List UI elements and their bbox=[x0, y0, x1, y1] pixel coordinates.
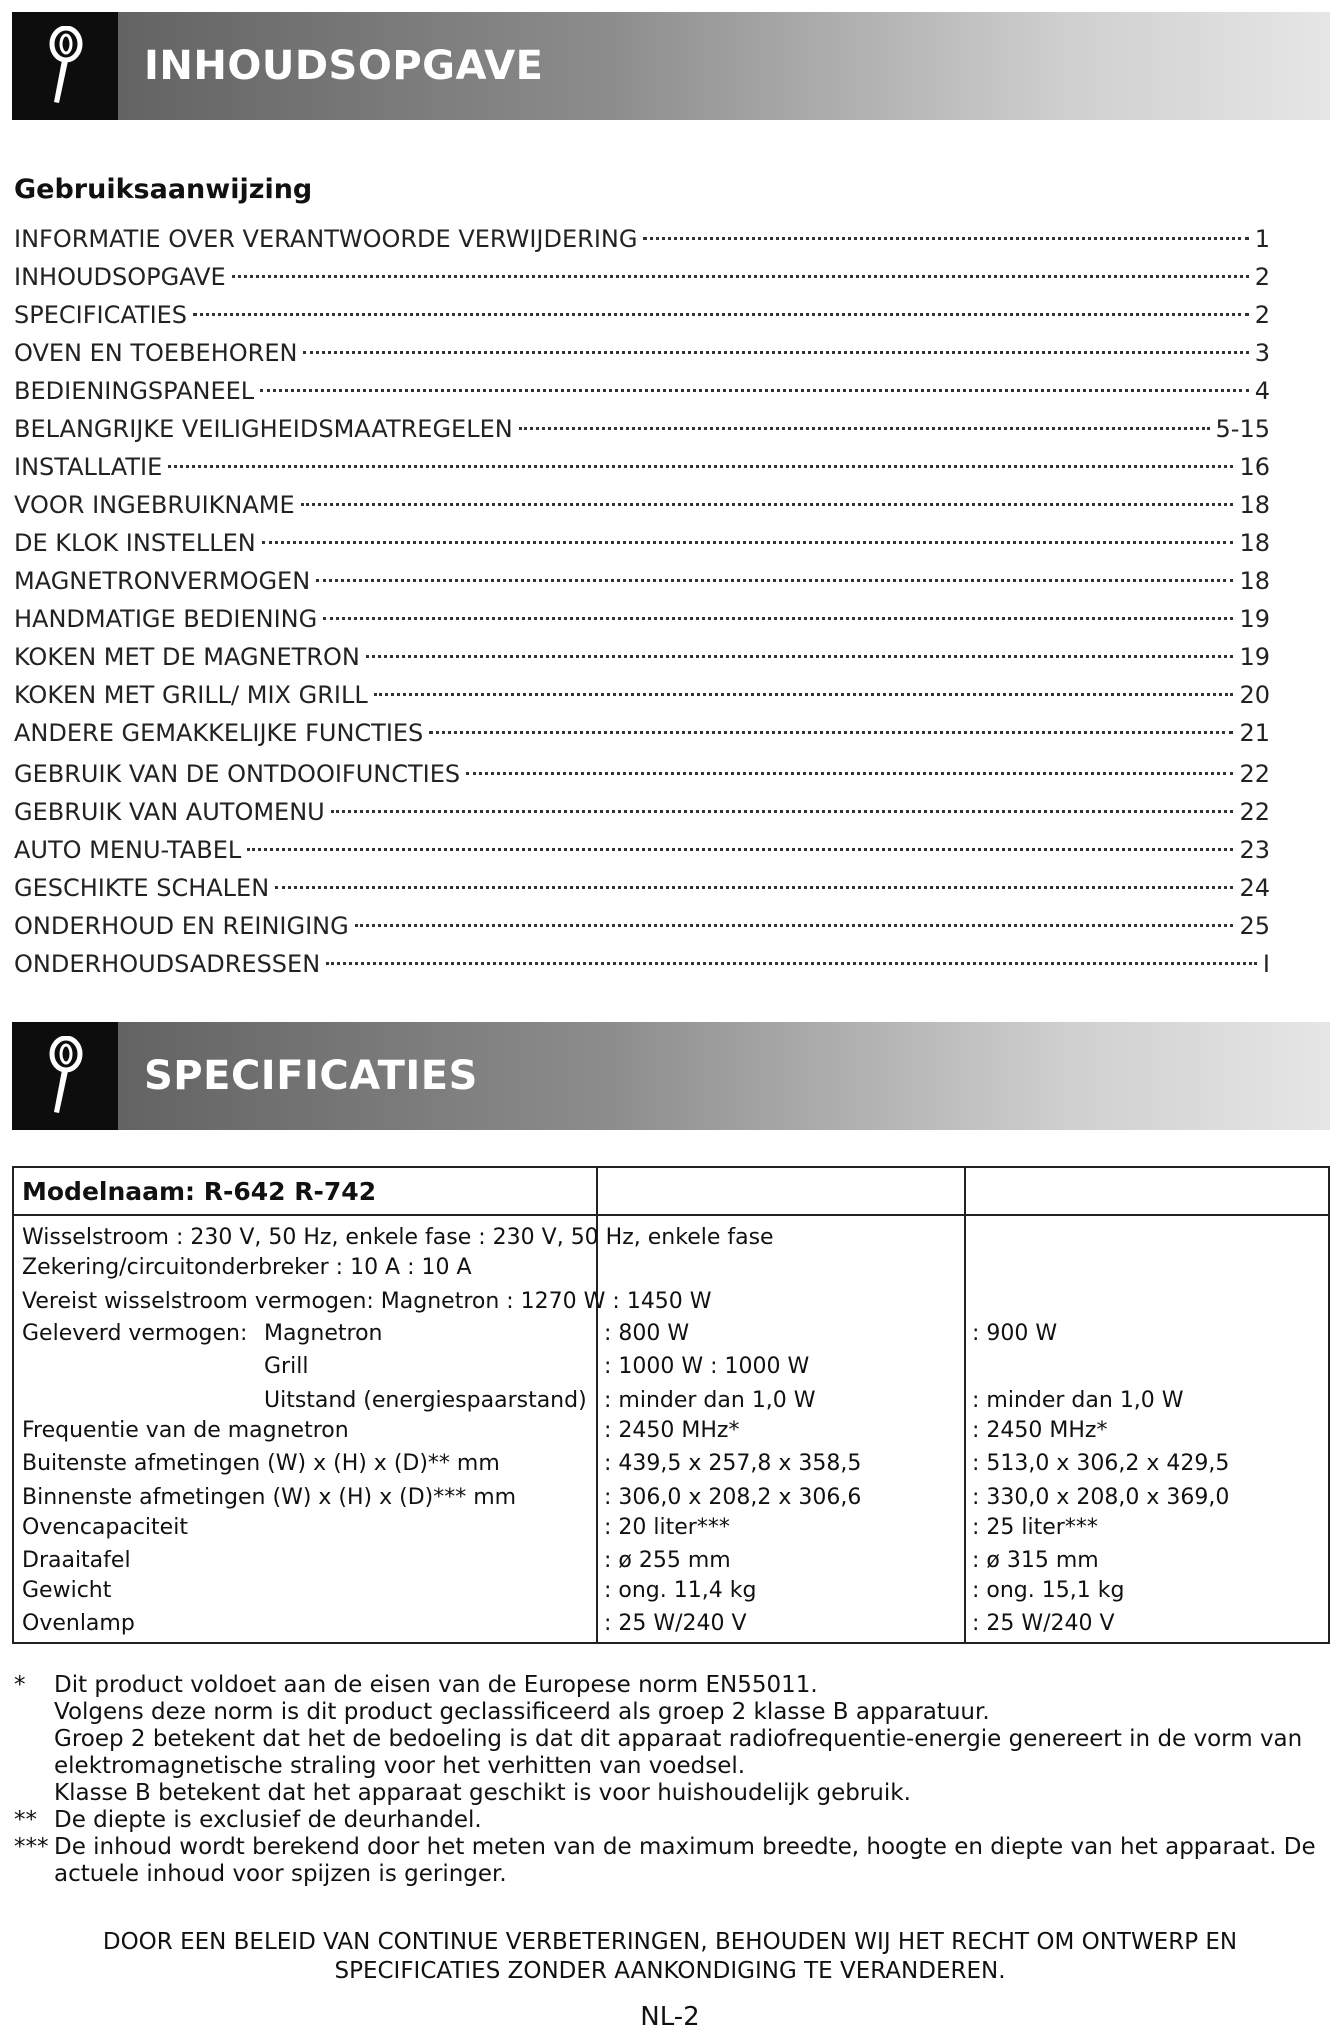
frequency-label: Frequentie van de magnetron bbox=[22, 1418, 349, 1443]
toc-entry[interactable]: BEDIENINGSPANEEL 4 bbox=[14, 377, 1270, 405]
required-power-line: Vereist wisselstroom vermogen: Magnetron : 1270 W : 1450 W bbox=[22, 1289, 712, 1314]
toc-entry[interactable]: INSTALLATIE 16 bbox=[14, 453, 1270, 481]
toc-banner bbox=[12, 12, 1330, 120]
toc-entry[interactable]: KOKEN MET DE MAGNETRON 19 bbox=[14, 643, 1270, 671]
weight-label: Gewicht bbox=[22, 1578, 112, 1603]
spec-title: SPECIFICATIES bbox=[144, 1053, 478, 1099]
weight-r642: : ong. 11,4 kg bbox=[604, 1578, 757, 1603]
lamp-r642: : 25 W/240 V bbox=[604, 1611, 747, 1636]
spec-banner bbox=[12, 1022, 1330, 1130]
output-grill-value: : 1000 W : 1000 W bbox=[604, 1354, 810, 1379]
outer-dims-r742: : 513,0 x 306,2 x 429,5 bbox=[972, 1451, 1230, 1476]
inner-dims-label: Binnenste afmetingen (W) x (H) x (D)*** mm bbox=[22, 1485, 517, 1510]
turntable-label: Draaitafel bbox=[22, 1548, 131, 1573]
toc-entry[interactable]: ONDERHOUDSADRESSEN I bbox=[14, 950, 1270, 978]
outer-dims-label: Buitenste afmetingen (W) x (H) x (D)** mm bbox=[22, 1451, 500, 1476]
capacity-r742: : 25 liter*** bbox=[972, 1515, 1098, 1540]
toc-entry[interactable]: GEBRUIK VAN DE ONTDOOIFUNCTIES 22 bbox=[14, 760, 1270, 788]
toc-entry[interactable]: GESCHIKTE SCHALEN 24 bbox=[14, 874, 1270, 902]
outer-dims-r642: : 439,5 x 257,8 x 358,5 bbox=[604, 1451, 862, 1476]
toc-title: INHOUDSOPGAVE bbox=[144, 43, 544, 89]
output-grill-label: Grill bbox=[264, 1354, 309, 1379]
footnotes bbox=[14, 1672, 1324, 1888]
output-label: Geleverd vermogen: bbox=[22, 1321, 248, 1346]
footnote-star1: * Dit product voldoet aan de eisen van de Europese norm EN55011. Volgens deze norm is dit product geclassificeerd als groep 2 klasse B apparatuur. Groep 2 betekent dat het de bedoeling is dat dit apparaat radiofrequentie-energie genereert in de vorm van elektromagnetische straling voor het verhitten van voedsel. Klasse B betekent dat het apparaat geschikt is voor huishoudelijk gebruik. bbox=[14, 1672, 1303, 1806]
model-name: Modelnaam: R-642 R-742 bbox=[22, 1177, 377, 1206]
toc-entry[interactable]: OVEN EN TOEBEHOREN 3 bbox=[14, 339, 1270, 367]
output-microwave-label: Magnetron bbox=[264, 1321, 383, 1346]
frequency-r742: : 2450 MHz* bbox=[972, 1418, 1108, 1443]
standby-label: Uitstand (energiespaarstand) bbox=[264, 1388, 587, 1413]
toc-entry[interactable]: KOKEN MET GRILL/ MIX GRILL 20 bbox=[14, 681, 1270, 709]
lamp-label: Ovenlamp bbox=[22, 1611, 135, 1636]
standby-r642: : minder dan 1,0 W bbox=[604, 1388, 816, 1413]
capacity-label: Ovencapaciteit bbox=[22, 1515, 188, 1540]
toc-entry[interactable]: MAGNETRONVERMOGEN 18 bbox=[14, 567, 1270, 595]
toc-entry[interactable]: SPECIFICATIES 2 bbox=[14, 301, 1270, 329]
toc-subheading: Gebruiksaanwijzing bbox=[14, 174, 313, 205]
frequency-r642: : 2450 MHz* bbox=[604, 1418, 740, 1443]
toc-entry[interactable]: AUTO MENU-TABEL 23 bbox=[14, 836, 1270, 864]
header-divider bbox=[14, 1214, 1328, 1216]
weight-r742: : ong. 15,1 kg bbox=[972, 1578, 1125, 1603]
fuse-line: Zekering/circuitonderbreker : 10 A : 10 A bbox=[22, 1255, 472, 1280]
standby-r742: : minder dan 1,0 W bbox=[972, 1388, 1184, 1413]
disclaimer: DOOR EEN BELEID VAN CONTINUE VERBETERINGEN, BEHOUDEN WIJ HET RECHT OM ONTWERP EN SPECIFICATIES ZONDER AANKONDIGING TE VERANDEREN. bbox=[102, 1929, 1238, 1984]
toc-entry[interactable]: GEBRUIK VAN AUTOMENU 22 bbox=[14, 798, 1270, 826]
column-divider bbox=[964, 1168, 966, 1642]
inner-dims-r642: : 306,0 x 208,2 x 306,6 bbox=[604, 1485, 862, 1510]
toc-list bbox=[14, 220, 1270, 983]
turntable-r742: : ø 315 mm bbox=[972, 1548, 1099, 1573]
footnote-star2: ** De diepte is exclusief de deurhandel. bbox=[14, 1807, 482, 1833]
inner-dims-r742: : 330,0 x 208,0 x 369,0 bbox=[972, 1485, 1230, 1510]
toc-entry[interactable]: ONDERHOUD EN REINIGING 25 bbox=[14, 912, 1270, 940]
toc-entry[interactable]: INHOUDSOPGAVE 2 bbox=[14, 263, 1270, 291]
output-microwave-r742: : 900 W bbox=[972, 1321, 1058, 1346]
magnifier-icon bbox=[12, 1022, 118, 1130]
ac-line: Wisselstroom : 230 V, 50 Hz, enkele fase : 230 V, 50 Hz, enkele fase bbox=[22, 1225, 774, 1250]
toc-entry[interactable]: BELANGRIJKE VEILIGHEIDSMAATREGELEN 5-15 bbox=[14, 415, 1270, 443]
footnote-star3: *** De inhoud wordt berekend door het meten van de maximum breedte, hoogte en diepte van het apparaat. De actuele inhoud voor spijzen is geringer. bbox=[14, 1834, 1316, 1887]
output-microwave-r642: : 800 W bbox=[604, 1321, 690, 1346]
page-number: NL-2 bbox=[640, 2002, 700, 2032]
toc-entry[interactable]: VOOR INGEBRUIKNAME 18 bbox=[14, 491, 1270, 519]
magnifier-icon bbox=[12, 12, 118, 120]
spec-table bbox=[12, 1166, 1330, 1644]
capacity-r642: : 20 liter*** bbox=[604, 1515, 730, 1540]
toc-entry[interactable]: DE KLOK INSTELLEN 18 bbox=[14, 529, 1270, 557]
lamp-r742: : 25 W/240 V bbox=[972, 1611, 1115, 1636]
turntable-r642: : ø 255 mm bbox=[604, 1548, 731, 1573]
toc-entry[interactable]: ANDERE GEMAKKELIJKE FUNCTIES 21 bbox=[14, 719, 1270, 747]
toc-entry[interactable]: INFORMATIE OVER VERANTWOORDE VERWIJDERING 1 bbox=[14, 225, 1270, 253]
toc-entry[interactable]: HANDMATIGE BEDIENING 19 bbox=[14, 605, 1270, 633]
